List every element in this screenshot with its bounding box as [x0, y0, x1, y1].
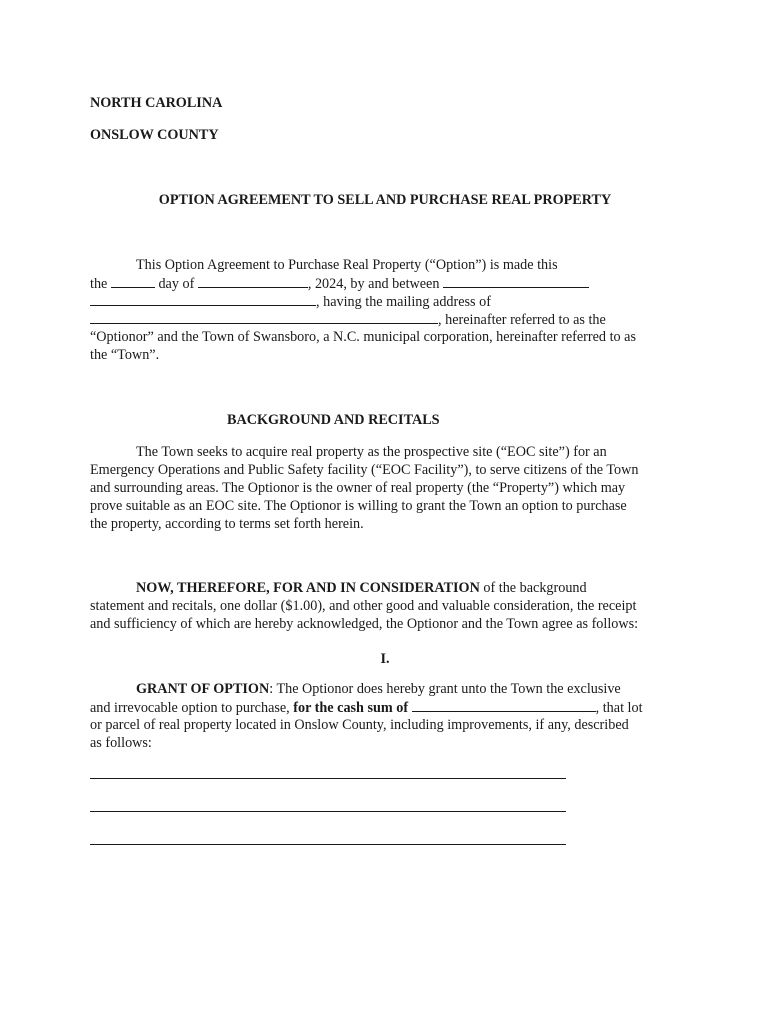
intro-line-6: the “Town”. [90, 347, 160, 363]
background-line-4: prove suitable as an EOC site. The Optionor is willing to grant the Town an option to purchase [90, 498, 627, 514]
background-line-1: The Town seeks to acquire real property as the prospective site (“EOC site”) for an [136, 444, 607, 460]
consideration-line-2: statement and recitals, one dollar ($1.00), and other good and valuable consideration, the receipt [90, 598, 637, 614]
mailing-address-blank[interactable] [90, 310, 438, 324]
document-title: OPTION AGREEMENT TO SELL AND PURCHASE REAL PROPERTY [158, 192, 612, 208]
consideration-line-3: and sufficiency of which are hereby acknowledged, the Optionor and the Town agree as follows: [90, 616, 639, 632]
grant-line-4: as follows: [90, 735, 152, 751]
consideration-line-1: NOW, THEREFORE, FOR AND IN CONSIDERATION of the background [136, 580, 587, 596]
section-numeral: I. [380, 651, 390, 667]
background-line-2: Emergency Operations and Public Safety facility (“EOC Facility”), to serve citizens of the Town [90, 462, 639, 478]
month-blank[interactable] [198, 274, 308, 288]
background-line-3: and surrounding areas. The Optionor is the owner of real property (the “Property”) which may [90, 480, 626, 496]
property-description-line-1[interactable] [90, 778, 566, 779]
grant-line-3: or parcel of real property located in Onslow County, including improvements, if any, described [90, 717, 629, 733]
cash-sum-blank[interactable] [412, 698, 596, 712]
background-heading: BACKGROUND AND RECITALS [227, 412, 440, 428]
optionor-name-blank-2[interactable] [90, 292, 316, 306]
intro-line-5: “Optionor” and the Town of Swansboro, a N.C. municipal corporation, hereinafter referred to as [90, 329, 636, 345]
intro-line-2: the day of , 2024, by and between [90, 274, 589, 293]
day-blank[interactable] [111, 274, 155, 288]
property-description-line-2[interactable] [90, 811, 566, 812]
grant-line-1: GRANT OF OPTION: The Optionor does hereby grant unto the Town the exclusive [136, 681, 621, 697]
property-description-line-3[interactable] [90, 844, 566, 845]
intro-line-3: , having the mailing address of [90, 292, 491, 311]
background-line-5: the property, according to terms set forth herein. [90, 516, 364, 532]
intro-line-1: This Option Agreement to Purchase Real Property (“Option”) is made this [136, 257, 558, 273]
intro-line-4: , hereinafter referred to as the [90, 310, 606, 329]
grant-line-2: and irrevocable option to purchase, for the cash sum of , that lot [90, 700, 643, 716]
optionor-name-blank-1[interactable] [443, 274, 589, 288]
state-heading: NORTH CAROLINA [90, 95, 223, 111]
county-heading: ONSLOW COUNTY [90, 127, 219, 143]
